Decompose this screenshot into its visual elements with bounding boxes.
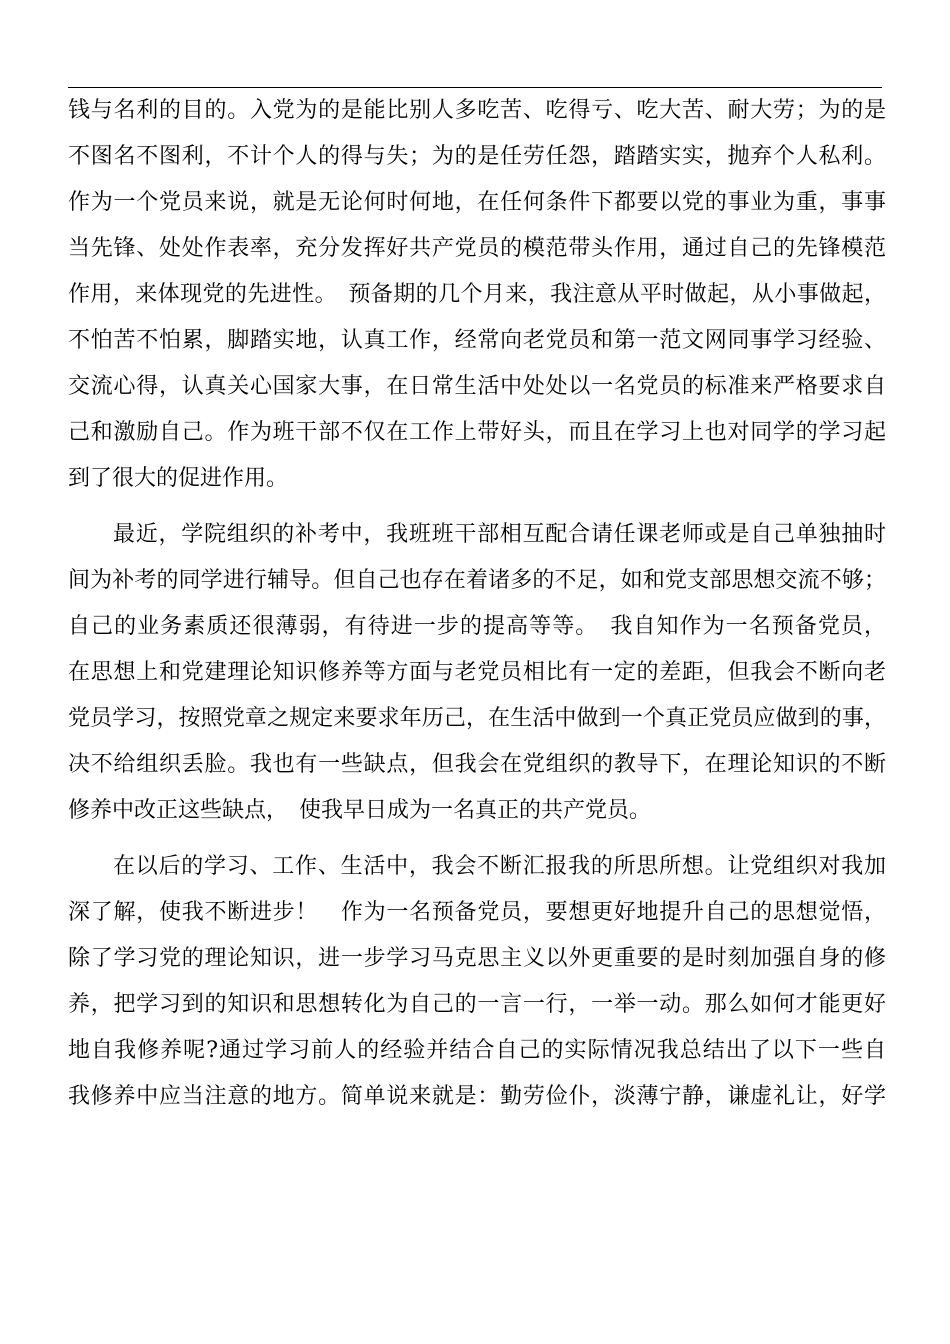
text-line: 决不给组织丢脸。我也有一些缺点，但我会在党组织的教导下，在理论知识的不断 (68, 752, 886, 777)
text-line: 党员学习，按照党章之规定来要求年历己，在生活中做到一个真正党员应做到的事， (68, 706, 886, 731)
text-line: 最近，学院组织的补考中，我班班干部相互配合请任课老师或是自己单独抽时 (113, 522, 886, 547)
document-body (68, 88, 886, 1120)
text-line: 除了学习党的理论知识，进一步学习马克思主义以外更重要的是时刻加强自身的修 (68, 946, 886, 971)
text-line: 修养中改正这些缺点， 使我早日成为一名真正的共产党员。 (68, 798, 652, 823)
paragraph-gap (68, 502, 886, 512)
paragraph-1 (68, 88, 886, 502)
text-line: 在以后的学习、工作、生活中，我会不断汇报我的所思所想。让党组织对我加 (113, 854, 886, 879)
text-line: 交流心得，认真关心国家大事，在日常生活中处处以一名党员的标准来严格要求自 (68, 374, 886, 399)
text-line: 养，把学习到的知识和思想转化为自己的一言一行，一举一动。那么如何才能更好 (68, 992, 886, 1017)
paragraph-3 (68, 844, 886, 1120)
text-line: 己和激励自己。作为班干部不仅在工作上带好头，而且在学习上也对同学的学习起 (68, 420, 886, 445)
text-line: 间为补考的同学进行辅导。但自己也存在着诸多的不足，如和党支部思想交流不够； (68, 568, 886, 593)
text-line: 自己的业务素质还很薄弱，有待进一步的提高等等。 我自知作为一名预备党员， (68, 614, 886, 639)
text-line: 作用，来体现党的先进性。 预备期的几个月来，我注意从平时做起，从小事做起， (68, 282, 886, 307)
paragraph-2 (68, 512, 886, 834)
text-line: 到了很大的促进作用。 (68, 466, 289, 491)
text-line: 深了解，使我不断进步！ 作为一名预备党员，要想更好地提升自己的思想觉悟， (68, 900, 886, 925)
paragraph-gap (68, 834, 886, 844)
text-line: 我修养中应当注意的地方。简单说来就是：勤劳俭仆，淡薄宁静，谦虚礼让，好学 (68, 1084, 886, 1109)
text-line: 不怕苦不怕累，脚踏实地，认真工作，经常向老党员和第一范文网同事学习经验、 (68, 328, 886, 353)
text-line: 不图名不图利，不计个人的得与失；为的是任劳任怨，踏踏实实，抛弃个人私利。 (68, 144, 886, 169)
text-line: 在思想上和党建理论知识修养等方面与老党员相比有一定的差距，但我会不断向老 (68, 660, 886, 685)
text-line: 钱与名利的目的。入党为的是能比别人多吃苦、吃得亏、吃大苦、耐大劳；为的是 (68, 98, 886, 123)
text-line: 作为一个党员来说，就是无论何时何地，在任何条件下都要以党的事业为重，事事 (68, 190, 886, 215)
text-line: 当先锋、处处作表率，充分发挥好共产党员的模范带头作用，通过自己的先锋模范 (68, 236, 886, 261)
text-line: 地自我修养呢?通过学习前人的经验并结合自己的实际情况我总结出了以下一些自 (68, 1038, 886, 1063)
